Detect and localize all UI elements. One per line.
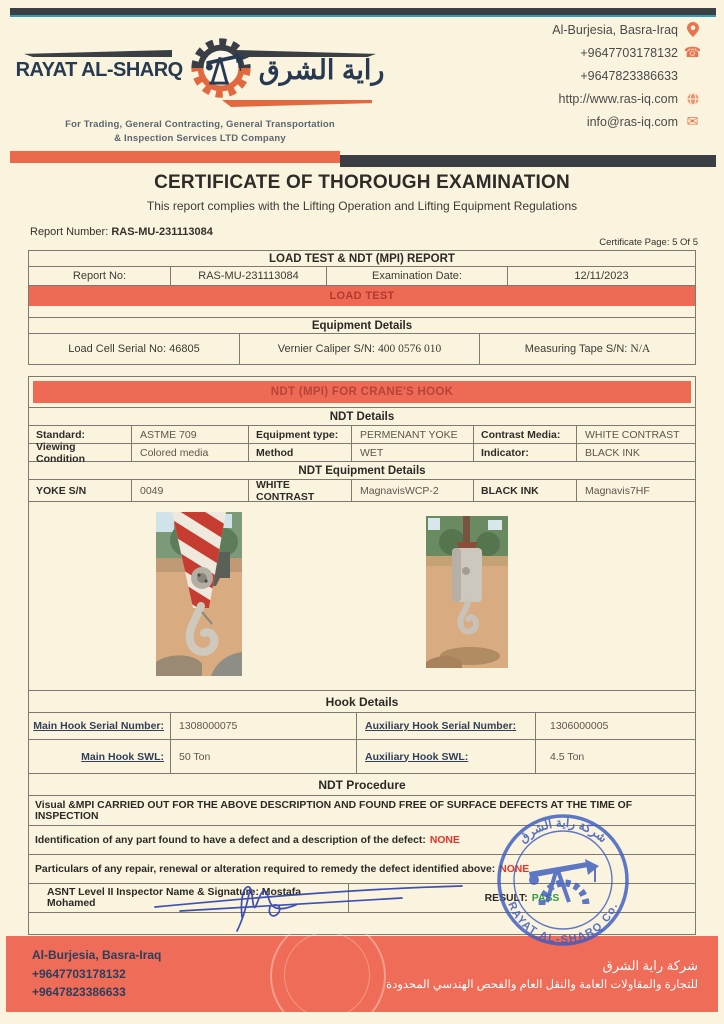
ndt-detail-row-1 (29, 426, 695, 444)
phone-icon: ☎ (683, 44, 702, 60)
viewing-condition-value: Colored media (132, 444, 249, 461)
footer-company-name-ar: شركة راية الشرق (602, 957, 698, 973)
procedure-line2-text: Identification of any part found to have a defect and a description of the defect: (35, 834, 426, 846)
defect-none-value: NONE (429, 834, 460, 846)
standard-label: Standard: (29, 426, 132, 443)
table-spacer (29, 306, 695, 317)
company-logo-block (15, 24, 385, 147)
ndt-procedure-title: NDT Procedure (29, 774, 695, 796)
logo-wing-left (24, 50, 172, 57)
ndt-band: NDT (MPI) FOR CRANE'S HOOK (33, 381, 691, 403)
company-tagline (30, 118, 370, 147)
header-dark-band (340, 155, 716, 167)
website-text: http://www.ras-iq.com (558, 91, 678, 106)
load-cell-label: Load Cell Serial No: (68, 343, 167, 355)
indicator-value: BLACK INK (585, 446, 640, 459)
tape-value: N/A (630, 343, 651, 355)
page-title: CERTIFICATE OF THOROUGH EXAMINATION (154, 172, 570, 193)
phone2-icon-spacer (685, 68, 700, 83)
exam-date-label: Examination Date: (327, 267, 508, 285)
footer-phone2: +9647823386633 (32, 985, 126, 1000)
aux-hook-swl-label: Auxiliary Hook SWL: (357, 740, 536, 773)
aux-hook-photo (426, 516, 508, 668)
gear-pumpjack-logo-icon (187, 30, 255, 110)
stamp-latin-text: RAYAT AL-SHARQ Co. (505, 900, 621, 947)
black-ink-label: BLACK INK (474, 480, 577, 501)
company-stamp (484, 810, 640, 952)
globe-icon (685, 91, 700, 106)
contact-website-row (430, 91, 700, 106)
envelope-icon: ✉ (686, 113, 699, 129)
report-row (29, 267, 695, 286)
contact-phone1-row (430, 45, 700, 60)
company-name-en: RAYAT AL-SHARQ (15, 58, 183, 81)
yoke-sn-label: YOKE S/N (29, 480, 132, 501)
inspector-name: ASNT Level II Inspector Name & Signature: Mostafa Mohamed (29, 884, 349, 912)
report-number-line (30, 226, 213, 238)
yoke-sn-value: 0049 (132, 480, 249, 501)
white-contrast-label: WHITE CONTRAST (249, 480, 352, 501)
load-test-table-title: LOAD TEST & NDT (MPI) REPORT (29, 251, 695, 267)
tagline-line2: & Inspection Services LTD Company (114, 133, 286, 145)
hook-photos-panel (29, 502, 695, 691)
standard-value: ASTME 709 (132, 426, 249, 443)
method-value: WET (352, 444, 474, 461)
phone1-text: +9647703178132 (580, 45, 678, 60)
white-contrast-value: MagnavisWCP-2 (352, 480, 474, 501)
stamp-arabic-text: شركة راية الشرق (516, 815, 610, 846)
ndt-equipment-row (29, 480, 695, 502)
location-pin-icon (685, 22, 700, 37)
main-hook-serial-label: Main Hook Serial Number: (29, 713, 171, 739)
report-number-label: Report Number: (30, 226, 109, 238)
repair-none-value: NONE (499, 863, 530, 875)
contrast-media-value: WHITE CONTRAST (585, 428, 680, 441)
equipment-type-label: Equipment type: (249, 426, 352, 443)
footer-address: Al-Burjesia, Basra-Iraq (32, 948, 162, 963)
main-hook-swl-label: Main Hook SWL: (29, 740, 171, 773)
main-hook-photo (156, 512, 242, 676)
page-subtitle: This report complies with the Lifting Operation and Lifting Equipment Regulations (146, 199, 578, 213)
method-label: Method (249, 444, 352, 461)
contact-block (430, 22, 700, 129)
contrast-media-label: Contrast Media: (474, 426, 577, 443)
vernier-cell (240, 334, 480, 364)
equipment-row (29, 334, 695, 364)
indicator-label: Indicator: (474, 444, 577, 461)
load-test-band: LOAD TEST (29, 286, 695, 306)
footer-contact (6, 946, 161, 1002)
report-no-value: RAS-MU-231113084 (171, 267, 327, 285)
procedure-line3-text: Particulars of any repair, renewal or alteration required to remedy the defect identified above: (35, 863, 496, 875)
embossed-seal-inner (284, 932, 370, 1018)
phone2-text: +9647823386633 (580, 68, 678, 83)
vernier-label: Vernier Caliper S/N: (277, 343, 375, 355)
hook-swl-row (29, 740, 695, 774)
black-ink-value: Magnavis7HF (585, 484, 650, 497)
top-accent-bar (10, 8, 716, 17)
result-label: RESULT: (484, 892, 528, 904)
tagline-line1: For Trading, General Contracting, General Transportation (65, 119, 335, 130)
ndt-details-title: NDT Details (29, 407, 695, 426)
ndt-equipment-title: NDT Equipment Details (29, 462, 695, 480)
address-text: Al-Burjesia, Basra-Iraq (552, 22, 678, 37)
email-text: info@ras-iq.com (586, 114, 678, 129)
equipment-type-value: PERMENANT YOKE (352, 426, 474, 443)
result-pass-value: PASS (531, 892, 560, 904)
report-no-label: Report No: (29, 267, 171, 285)
load-test-table (28, 250, 696, 365)
main-hook-serial-value: 1308000075 (171, 713, 357, 739)
tape-label: Measuring Tape S/N: (524, 343, 628, 355)
header-orange-band (10, 151, 340, 163)
load-cell-cell (29, 334, 240, 364)
exam-date-value: 12/11/2023 (574, 270, 629, 282)
equipment-details-title: Equipment Details (29, 317, 695, 334)
procedure-line1-text: Visual &MPI CARRIED OUT FOR THE ABOVE DESCRIPTION AND FOUND FREE OF SURFACE DEFECTS AT THE TIME OF INSPECTION (35, 799, 633, 822)
tape-cell (480, 334, 695, 364)
aux-hook-serial-value: 1306000005 (550, 720, 609, 732)
footer-phone1: +9647703178132 (32, 966, 126, 981)
contact-address-row (430, 22, 700, 37)
contact-email-row (430, 114, 700, 129)
load-cell-value: 46805 (169, 343, 200, 355)
certificate-page-indicator: Certificate Page: 5 Of 5 (599, 237, 698, 248)
company-name-ar: راية الشرق (258, 54, 385, 85)
main-hook-swl-value: 50 Ton (171, 740, 357, 773)
hook-details-title: Hook Details (29, 691, 695, 713)
ndt-detail-row-2 (29, 440, 695, 465)
inspector-signature (150, 873, 470, 935)
aux-hook-serial-label: Auxiliary Hook Serial Number: (357, 713, 536, 739)
report-number-value: RAS-MU-231113084 (111, 226, 213, 238)
vernier-value: 400 0576 010 (378, 343, 442, 355)
viewing-condition-label: Viewing Condition (29, 444, 132, 461)
hook-serial-row (29, 713, 695, 740)
footer-company-arabic (386, 958, 718, 991)
aux-hook-swl-value: 4.5 Ton (550, 750, 585, 763)
contact-phone2-row (430, 68, 700, 83)
footer-company-desc-ar: للتجارة والمقاولات العامة والنقل العام والفحص الهندسي المحدودة (386, 978, 698, 991)
